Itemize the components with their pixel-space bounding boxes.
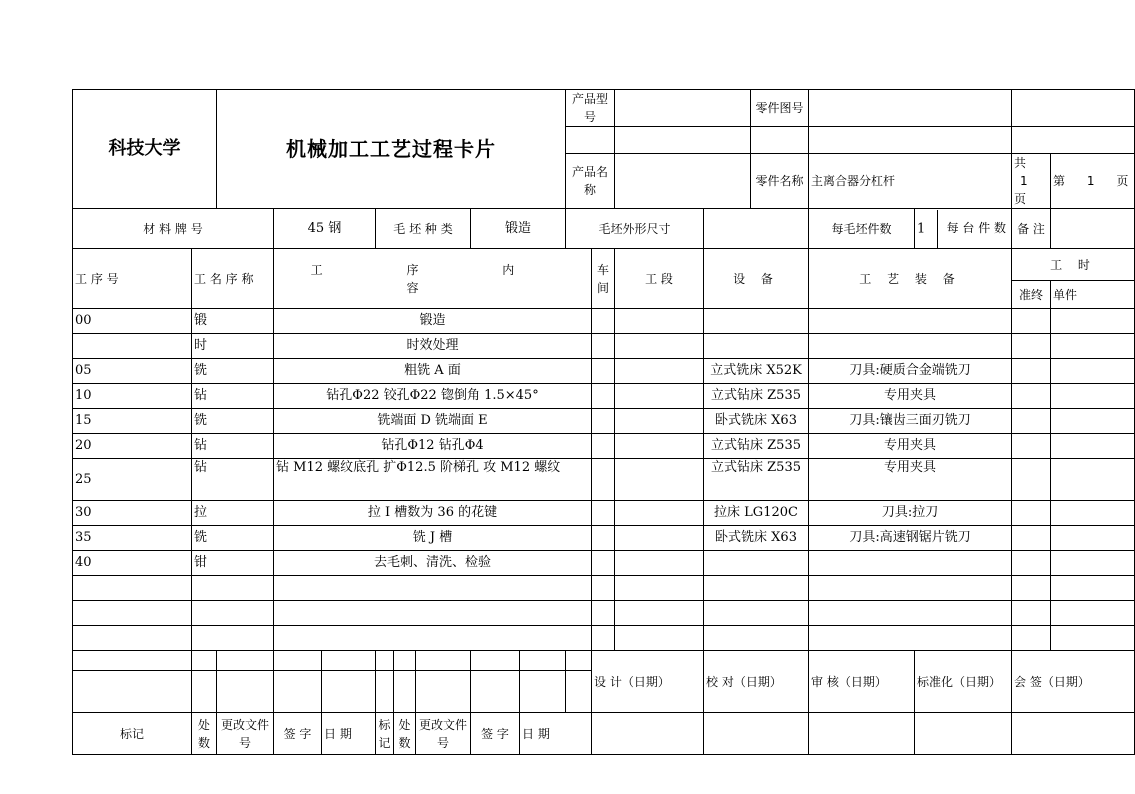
op-name: 时 [192, 334, 274, 359]
col-unit-time: 单件 [1051, 281, 1135, 309]
op-content: 钻 M12 螺纹底孔 扩Φ12.5 阶梯孔 攻 M12 螺纹 [274, 459, 592, 501]
op-equipment: 立式铣床 X52K [704, 359, 809, 384]
op-equipment [704, 334, 809, 359]
total-pages-post: 页 [1014, 192, 1027, 206]
col-op-no: 工 序 号 [73, 249, 192, 309]
table-row [73, 334, 1135, 359]
op-tooling: 刀具:高速钢锯片铣刀 [809, 526, 1012, 551]
change-doc-label-1: 更改文件号 [217, 713, 274, 755]
op-name: 铣 [192, 359, 274, 384]
current-page-value: 1 [1086, 174, 1095, 188]
table-row [73, 434, 1135, 459]
op-content: 拉 I 槽数为 36 的花键 [274, 501, 592, 526]
op-content: 粗铣 A 面 [274, 359, 592, 384]
proofread-label: 校 对（日期） [704, 651, 809, 713]
op-no: 25 [73, 459, 192, 501]
op-content: 锻造 [274, 309, 592, 334]
date-label-2: 日 期 [520, 713, 592, 755]
col-workshop: 车 间 [592, 249, 615, 309]
op-content: 铣端面 D 铣端面 E [274, 409, 592, 434]
process-card-table [72, 89, 1135, 755]
op-tooling: 专用夹具 [809, 434, 1012, 459]
mark-label-1: 标记 [73, 713, 192, 755]
page-title: 机械加工工艺过程卡片 [217, 90, 566, 209]
op-name: 锻 [192, 309, 274, 334]
op-name: 拉 [192, 501, 274, 526]
material-grade-label: 材 料 牌 号 [73, 209, 274, 249]
op-equipment [704, 551, 809, 576]
col-op-name: 工 名 序 称 [192, 249, 274, 309]
table-row [73, 309, 1135, 334]
per-blank-label: 每毛坯件数 [809, 209, 915, 249]
header-blank-1 [1012, 90, 1135, 127]
op-tooling [809, 551, 1012, 576]
change-doc-label-2: 更改文件号 [416, 713, 471, 755]
table-row [73, 501, 1135, 526]
op-no: 00 [73, 309, 192, 334]
op-content: 时效处理 [274, 334, 592, 359]
blank-type-value: 锻造 [471, 209, 566, 249]
op-no: 40 [73, 551, 192, 576]
per-blank-value [915, 209, 1012, 249]
op-equipment: 立式钻床 Z535 [704, 459, 809, 501]
op-content: 钻孔Φ22 铰孔Φ22 锪倒角 1.5×45° [274, 384, 592, 409]
op-tooling: 专用夹具 [809, 384, 1012, 409]
op-tooling: 刀具:硬质合金端铣刀 [809, 359, 1012, 384]
material-grade-value: 45 钢 [274, 209, 376, 249]
op-tooling: 专用夹具 [809, 459, 1012, 501]
product-name-label: 产品名称 [566, 154, 615, 209]
op-content: 铣 J 槽 [274, 526, 592, 551]
table-row [73, 526, 1135, 551]
op-tooling: 刀具:拉刀 [809, 501, 1012, 526]
signature-label-2: 签 字 [471, 713, 520, 755]
part-drawing-value [809, 90, 1012, 127]
op-equipment: 卧式铣床 X63 [704, 409, 809, 434]
table-row [73, 459, 1135, 501]
table-row-empty [73, 626, 1135, 651]
remark-label: 备 注 [1012, 209, 1051, 249]
count-label-2: 处数 [394, 713, 416, 755]
op-no: 05 [73, 359, 192, 384]
product-model-label: 产品型号 [566, 90, 615, 127]
school-name: 科技大学 [73, 90, 217, 209]
col-tooling: 工 艺 装 备 [809, 249, 1012, 309]
process-card [72, 89, 1129, 755]
op-no: 35 [73, 526, 192, 551]
op-name: 钳 [192, 551, 274, 576]
standard-label: 标准化（日期） [915, 651, 1012, 713]
table-row-empty [73, 601, 1135, 626]
current-page-pre: 第 [1053, 174, 1066, 188]
col-content: 工 序 内 容 [274, 249, 592, 309]
op-tooling [809, 309, 1012, 334]
countersign-label: 会 签（日期） [1012, 651, 1135, 713]
table-row [73, 409, 1135, 434]
op-name: 铣 [192, 409, 274, 434]
op-equipment: 立式钻床 Z535 [704, 434, 809, 459]
part-drawing-label: 零件图号 [751, 90, 809, 127]
op-no [73, 334, 192, 359]
table-row [73, 359, 1135, 384]
col-equipment: 设 备 [704, 249, 809, 309]
blank-size-label: 毛坯外形尺寸 [566, 209, 704, 249]
op-equipment: 卧式铣床 X63 [704, 526, 809, 551]
col-section: 工 段 [615, 249, 704, 309]
header-blank-3 [615, 127, 751, 154]
header-blank-6 [1012, 127, 1135, 154]
op-tooling [809, 334, 1012, 359]
header-blank-2 [566, 127, 615, 154]
product-model-value [615, 90, 751, 127]
remark-value [1051, 209, 1135, 249]
op-no: 30 [73, 501, 192, 526]
design-label: 设 计（日期） [592, 651, 704, 713]
per-blank-number: 1 [917, 221, 926, 236]
per-machine-label: 每 台 件 数 [946, 221, 1007, 235]
signature-label-1: 签 字 [274, 713, 322, 755]
mark-label-2: 标记 [376, 713, 394, 755]
part-name-value: 主离合器分杠杆 [809, 154, 1012, 209]
op-tooling: 刀具:镶齿三面刃铣刀 [809, 409, 1012, 434]
op-content: 去毛刺、清洗、检验 [274, 551, 592, 576]
total-pages-value: 1 [1020, 174, 1028, 188]
date-label-1: 日 期 [322, 713, 376, 755]
current-page [1051, 154, 1135, 209]
blank-size-value [704, 209, 809, 249]
table-row [73, 551, 1135, 576]
col-time: 工 时 [1012, 249, 1135, 281]
op-equipment: 拉床 LG120C [704, 501, 809, 526]
header-blank-5 [809, 127, 1012, 154]
header-blank-4 [751, 127, 809, 154]
op-no: 20 [73, 434, 192, 459]
op-name: 钻 [192, 434, 274, 459]
col-prep-time: 准终 [1012, 281, 1051, 309]
op-no: 15 [73, 409, 192, 434]
op-name: 铣 [192, 526, 274, 551]
count-label-1: 处数 [192, 713, 217, 755]
op-equipment: 立式钻床 Z535 [704, 384, 809, 409]
review-label: 审 核（日期） [809, 651, 915, 713]
product-name-value [615, 154, 751, 209]
total-pages [1012, 154, 1051, 209]
table-row-empty [73, 576, 1135, 601]
op-no: 10 [73, 384, 192, 409]
total-pages-pre: 共 [1014, 156, 1027, 170]
op-name: 钻 [192, 384, 274, 409]
table-row [73, 384, 1135, 409]
part-name-label: 零件名称 [751, 154, 809, 209]
blank-type-label: 毛 坯 种 类 [376, 209, 471, 249]
op-content: 钻孔Φ12 钻孔Φ4 [274, 434, 592, 459]
op-equipment [704, 309, 809, 334]
op-name: 钻 [192, 459, 274, 501]
current-page-post: 页 [1116, 174, 1129, 188]
